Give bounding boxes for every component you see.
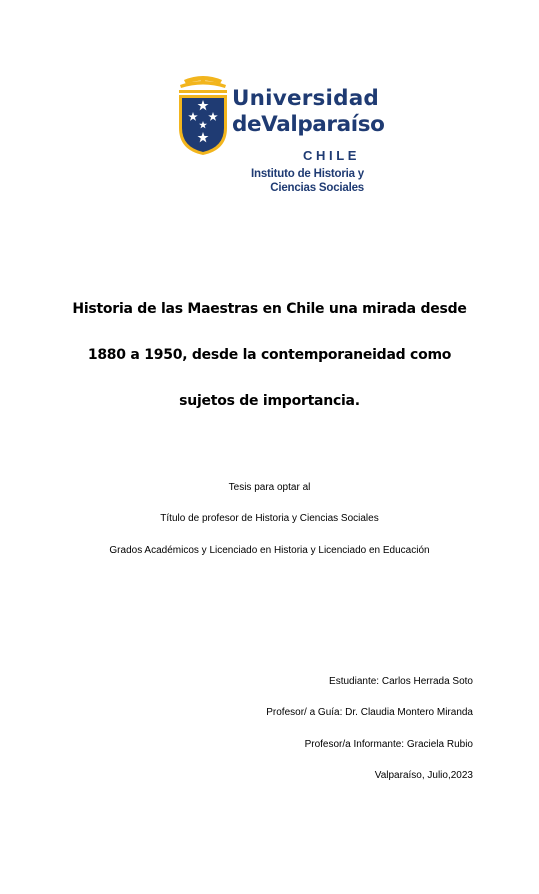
university-country: CHILE [303, 148, 360, 163]
university-shield-icon [178, 74, 228, 156]
thesis-title [40, 286, 499, 424]
reader-credit: Profesor/a Informante: Graciela Rubio [304, 739, 473, 750]
student-credit: Estudiante: Carlos Herrada Soto [329, 676, 473, 687]
institute-name [248, 168, 364, 195]
degree-intro: Tesis para optar al [228, 482, 311, 493]
place-date: Valparaíso, Julio,2023 [374, 770, 473, 781]
university-name-line2: deValparaíso [232, 111, 385, 137]
thesis-title-line2: 1880 a 1950, desde la contemporaneidad como [87, 347, 452, 363]
institute-name-line1: Instituto de Historia y [251, 168, 364, 180]
university-name [232, 88, 384, 135]
institute-name-line2: Ciencias Sociales [270, 181, 364, 194]
degree-grades: Grados Académicos y Licenciado en Historia y Licenciado en Educación [109, 545, 430, 556]
degree-title: Título de profesor de Historia y Ciencias Sociales [160, 513, 379, 524]
advisor-credit: Profesor/ a Guía: Dr. Claudia Montero Miranda [266, 707, 473, 718]
university-name-line1: Universidad [232, 86, 379, 111]
thesis-title-line3: sujetos de importancia. [179, 393, 360, 409]
thesis-title-line1: Historia de las Maestras en Chile una mirada desde [72, 301, 467, 317]
university-logo [178, 74, 385, 200]
